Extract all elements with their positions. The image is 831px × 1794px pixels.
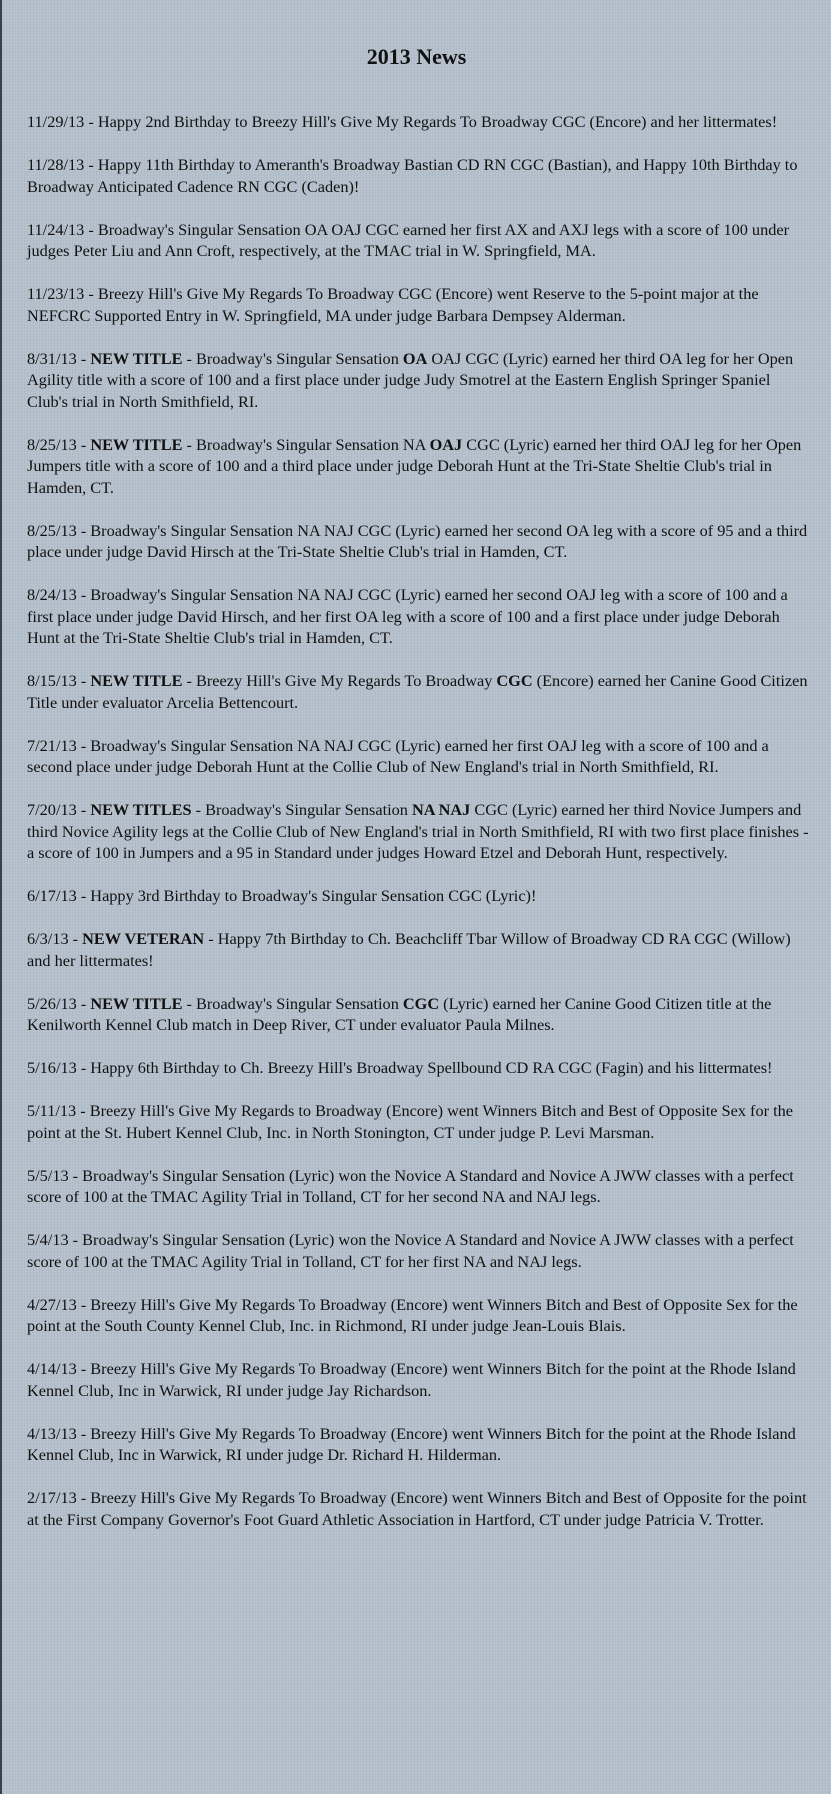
news-item-bold-text: NEW TITLE bbox=[90, 348, 183, 368]
news-item-text: OAJ CGC (Lyric) earned her third OA leg for her Open Agility title with a score of 100 and a first place under judge Judy Smotrel at the Eastern English Springer Spaniel Club's trial in North Smithfield, RI. bbox=[27, 348, 794, 411]
news-item-text: 8/25/13 - bbox=[27, 434, 91, 454]
news-item-text: (Encore) earned her Canine Good Citizen Title under evaluator Arcelia Bettencourt. bbox=[27, 671, 808, 712]
news-item-text: 8/25/13 - Broadway's Singular Sensation NA NAJ CGC (Lyric) earned her second OA leg with a score of 95 and a third place under judge David Hirsch at the Tri-State Sheltie Club's trial in Hamden, CT. bbox=[27, 520, 808, 561]
news-item-text: 11/23/13 - Breezy Hill's Give My Regards To Broadway CGC (Encore) went Reserve to the 5-point major at the NEFCRC Supported Entry in W. Springfield, MA under judge Barbara Dempsey Alderman. bbox=[27, 284, 759, 325]
news-item-text: 2/17/13 - Breezy Hill's Give My Regards To Broadway (Encore) went Winners Bitch and Best of Opposite for the point at the First Company Governor's Foot Guard Athletic Association in Hartford, CT under judge Patricia V. Trotter. bbox=[27, 1488, 807, 1529]
news-item-text: CGC (Lyric) earned her third Novice Jumpers and third Novice Agility legs at the Collie Club of New England's trial in North Smithfield, RI with two first place finishes - a score of 100 in Jumpers and a 95 in Standard under judges Howard Etzel and Deborah Hunt, respectively. bbox=[27, 800, 809, 862]
news-item-text: 7/20/13 - bbox=[27, 800, 91, 819]
news-item-text: (Lyric) earned her Canine Good Citizen title at the Kenilworth Kennel Club match in Deep River, CT under evaluator Paula Milnes. bbox=[27, 993, 772, 1034]
news-item-text: 11/29/13 - Happy 2nd Birthday to Breezy Hill's Give My Regards To Broadway CGC (Encore) and her littermates! bbox=[27, 112, 778, 131]
news-item bbox=[27, 1487, 809, 1530]
news-item-bold-text: OA bbox=[402, 348, 428, 368]
news-item-bold-text: NEW TITLE bbox=[90, 434, 183, 454]
news-item bbox=[27, 219, 809, 262]
news-item bbox=[27, 1294, 809, 1337]
news-item-text: 4/13/13 - Breezy Hill's Give My Regards To Broadway (Encore) went Winners Bitch for the point at the Rhode Island Kennel Club, Inc in Warwick, RI under judge Dr. Richard H. Hilderman. bbox=[27, 1423, 796, 1464]
news-item bbox=[27, 1057, 809, 1079]
news-item-text: 4/27/13 - Breezy Hill's Give My Regards To Broadway (Encore) went Winners Bitch and Best of Opposite Sex for the point at the South County Kennel Club, Inc. in Richmond, RI under judge Jean-Louis Blais. bbox=[27, 1294, 798, 1335]
news-item-text: - Broadway's Singular Sensation NA bbox=[182, 434, 430, 454]
news-item-bold-text: CGC bbox=[402, 993, 440, 1013]
news-item bbox=[27, 1423, 809, 1466]
news-item-text: 8/24/13 - Broadway's Singular Sensation NA NAJ CGC (Lyric) earned her second OAJ leg with a score of 100 and a first place under judge David Hirsch, and her first OA leg with a score of 100 and a first place under judge Deborah Hunt at the Tri-State Sheltie Club's trial in Hamden, CT. bbox=[27, 585, 788, 647]
news-item-bold-text: NEW VETERAN bbox=[82, 929, 205, 948]
news-item bbox=[27, 1358, 809, 1401]
news-item-text: 5/26/13 - bbox=[27, 993, 91, 1013]
news-item-text: 5/4/13 - Broadway's Singular Sensation (Lyric) won the Novice A Standard and Novice A JWW classes with a perfect score of 100 at the TMAC Agility Trial in Tolland, CT for her first NA and NAJ legs. bbox=[27, 1230, 794, 1271]
news-item-text: 8/15/13 - bbox=[27, 671, 91, 690]
news-item-text: 7/21/13 - Broadway's Singular Sensation NA NAJ CGC (Lyric) earned her first OAJ leg with a score of 100 and a second place under judge Deborah Hunt at the Collie Club of New England's trial in North Smithfield, RI. bbox=[27, 735, 769, 776]
news-item-text: - Broadway's Singular Sensation bbox=[191, 800, 412, 819]
news-item bbox=[27, 111, 809, 133]
news-item bbox=[27, 1165, 809, 1208]
news-item-bold-text: NEW TITLES bbox=[90, 800, 192, 819]
news-item bbox=[27, 1229, 809, 1272]
news-item bbox=[27, 520, 809, 563]
news-item bbox=[27, 283, 809, 326]
news-item-bold-text: CGC bbox=[496, 671, 533, 690]
news-item-text: - Broadway's Singular Sensation bbox=[182, 993, 403, 1013]
news-item bbox=[27, 584, 809, 649]
news-item-text: 5/16/13 - Happy 6th Birthday to Ch. Breezy Hill's Broadway Spellbound CD RA CGC (Fagin) and his littermates! bbox=[27, 1058, 773, 1077]
news-item-text: - Happy 7th Birthday to Ch. Beachcliff Tbar Willow of Broadway CD RA CGC (Willow) and her littermates! bbox=[27, 929, 791, 970]
news-item bbox=[27, 348, 809, 413]
news-item-text: - Broadway's Singular Sensation bbox=[182, 348, 403, 368]
news-item bbox=[27, 154, 809, 197]
news-item bbox=[27, 670, 809, 713]
news-item-text: 5/5/13 - Broadway's Singular Sensation (Lyric) won the Novice A Standard and Novice A JWW classes with a perfect score of 100 at the TMAC Agility Trial in Tolland, CT for her second NA and NAJ legs. bbox=[27, 1165, 794, 1206]
news-item-text: 11/28/13 - Happy 11th Birthday to Ameranth's Broadway Bastian CD RN CGC (Bastian), and Happy 10th Birthday to Broadway Anticipated Cadence RN CGC (Caden)! bbox=[27, 155, 798, 196]
page-title: 2013 News bbox=[366, 44, 467, 69]
news-item-text: 8/31/13 - bbox=[27, 348, 91, 368]
news-page bbox=[2, 0, 831, 1794]
news-item-text: 6/17/13 - Happy 3rd Birthday to Broadway's Singular Sensation CGC (Lyric)! bbox=[27, 886, 537, 905]
news-item bbox=[27, 799, 809, 864]
news-item bbox=[27, 434, 809, 499]
news-item bbox=[27, 1100, 809, 1143]
news-item-text: 11/24/13 - Broadway's Singular Sensation OA OAJ CGC earned her first AX and AXJ legs with a score of 100 under judges Peter Liu and Ann Croft, respectively, at the TMAC trial in W. Springfield, MA. bbox=[27, 219, 790, 260]
news-item-bold-text: NEW TITLE bbox=[90, 671, 183, 690]
news-item-text: 5/11/13 - Breezy Hill's Give My Regards to Broadway (Encore) went Winners Bitch and Best of Opposite Sex for the point at the St. Hubert Kennel Club, Inc. in North Stonington, CT under judge P. Levi Marsman. bbox=[27, 1101, 793, 1142]
news-item-text: CGC (Lyric) earned her third OAJ leg for her Open Jumpers title with a score of 100 and a third place under judge Deborah Hunt at the Tri-State Sheltie Club's trial in Hamden, CT. bbox=[27, 434, 802, 497]
news-item-text: 6/3/13 - bbox=[27, 929, 83, 948]
news-item bbox=[27, 735, 809, 778]
news-item-text: - Breezy Hill's Give My Regards To Broadway bbox=[182, 671, 497, 690]
news-item-text: 4/14/13 - Breezy Hill's Give My Regards To Broadway (Encore) went Winners Bitch for the point at the Rhode Island Kennel Club, Inc in Warwick, RI under judge Jay Richardson. bbox=[27, 1359, 796, 1400]
news-item bbox=[27, 993, 809, 1036]
news-item-bold-text: NA NAJ bbox=[411, 800, 471, 819]
news-item bbox=[27, 928, 809, 971]
news-list bbox=[27, 111, 809, 1552]
news-item bbox=[27, 885, 809, 907]
news-item-bold-text: OAJ bbox=[429, 434, 463, 454]
news-item-bold-text: NEW TITLE bbox=[90, 993, 183, 1013]
